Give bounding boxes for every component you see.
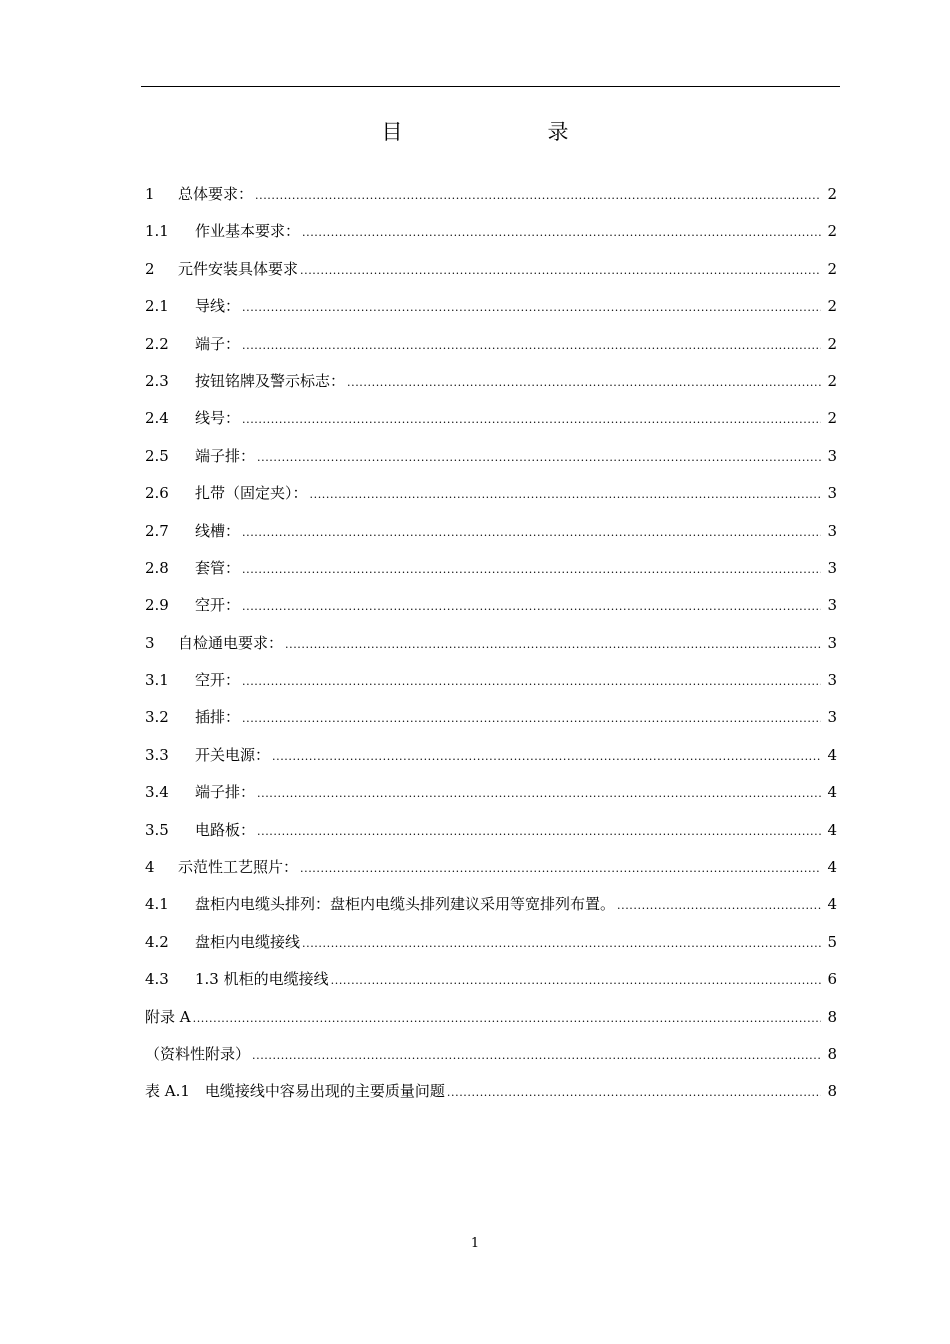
toc-entry-title: 导线： xyxy=(195,297,241,316)
toc-entry-page: 3 xyxy=(827,708,837,727)
toc-entry-page: 2 xyxy=(827,222,837,241)
toc-entry-title: 附录 A xyxy=(145,1007,191,1026)
toc-entry-title: 示范性工艺照片： xyxy=(178,858,299,877)
toc-entry-page: 3 xyxy=(827,671,837,690)
toc-dot-leader xyxy=(242,712,821,725)
page-title: 目 录 xyxy=(381,120,631,144)
toc-entry-page: 2 xyxy=(827,297,837,316)
toc-dot-leader xyxy=(300,862,821,875)
toc-entry-title: 端子： xyxy=(195,334,241,353)
toc-entry[interactable] xyxy=(145,594,837,631)
toc-entry-title: 按钮铭牌及警示标志： xyxy=(195,371,346,390)
toc-entry-number: 3.5 xyxy=(145,820,169,839)
toc-entry[interactable] xyxy=(145,557,837,594)
toc-entry-page: 4 xyxy=(827,858,837,877)
toc-entry[interactable] xyxy=(145,295,837,332)
toc-entry-title: 端子排： xyxy=(195,446,256,465)
toc-entry[interactable] xyxy=(145,1080,837,1117)
toc-entry-page: 8 xyxy=(827,1044,837,1063)
toc-entry-number: 3.1 xyxy=(145,671,169,690)
toc-entry[interactable] xyxy=(145,706,837,743)
toc-dot-leader xyxy=(310,488,821,501)
page-number: 1 xyxy=(470,1236,480,1251)
toc-dot-leader xyxy=(257,787,821,800)
toc-entry-title: 总体要求： xyxy=(178,185,254,203)
toc-entry[interactable] xyxy=(145,333,837,370)
toc-entry-number: 2.9 xyxy=(145,596,169,615)
toc-dot-leader xyxy=(617,899,821,912)
toc-entry-title: 扎带（固定夹）： xyxy=(195,484,308,503)
toc-entry-page: 2 xyxy=(827,259,837,278)
toc-entry-title: 线槽： xyxy=(195,521,241,540)
toc-entry-page: 3 xyxy=(827,596,837,615)
toc-entry-number: 2.5 xyxy=(145,446,169,465)
toc-entry-page: 3 xyxy=(827,521,837,540)
toc-entry[interactable] xyxy=(145,183,837,220)
toc-entry-page: 2 xyxy=(827,185,837,203)
toc-entry-number: 2.1 xyxy=(145,297,169,316)
toc-entry-page: 2 xyxy=(827,334,837,353)
toc-entry[interactable] xyxy=(145,931,837,968)
toc-entry[interactable] xyxy=(145,220,837,257)
toc-entry-title: 表 A.1 电缆接线中容易出现的主要质量问题 xyxy=(145,1082,445,1101)
table-of-contents xyxy=(145,183,837,1118)
toc-entry-title: 空开： xyxy=(195,671,241,690)
toc-entry[interactable] xyxy=(145,893,837,930)
toc-dot-leader xyxy=(242,600,821,613)
toc-entry-title: 盘柜内电缆接线 xyxy=(195,932,301,951)
toc-entry-page: 4 xyxy=(827,783,837,802)
toc-dot-leader xyxy=(193,1012,821,1025)
toc-entry-number: 4.2 xyxy=(145,932,169,951)
toc-entry-page: 5 xyxy=(827,932,837,951)
toc-entry[interactable] xyxy=(145,632,837,669)
toc-entry-title: （资料性附录） xyxy=(145,1044,251,1063)
toc-dot-leader xyxy=(255,189,821,202)
toc-entry-number: 4.1 xyxy=(145,895,169,914)
toc-entry-page: 4 xyxy=(827,820,837,839)
toc-entry-page: 6 xyxy=(827,970,837,989)
toc-dot-leader xyxy=(302,937,821,950)
toc-entry-page: 3 xyxy=(827,446,837,465)
header-rule xyxy=(141,86,840,87)
toc-entry-number: 2.8 xyxy=(145,558,169,577)
toc-entry-page: 8 xyxy=(827,1007,837,1026)
toc-dot-leader xyxy=(285,638,821,651)
toc-entry-page: 2 xyxy=(827,409,837,428)
toc-entry-page: 2 xyxy=(827,371,837,390)
toc-entry-number: 2 xyxy=(145,259,155,278)
toc-dot-leader xyxy=(272,750,821,763)
toc-dot-leader xyxy=(242,563,821,576)
toc-dot-leader xyxy=(242,301,821,314)
toc-entry-number: 2.4 xyxy=(145,409,169,428)
toc-dot-leader xyxy=(300,264,821,277)
toc-entry[interactable] xyxy=(145,370,837,407)
toc-entry-number: 3.3 xyxy=(145,745,169,764)
toc-dot-leader xyxy=(252,1049,821,1062)
toc-entry-title: 自检通电要求： xyxy=(178,633,284,652)
toc-entry-title: 空开： xyxy=(195,596,241,615)
toc-entry[interactable] xyxy=(145,520,837,557)
toc-dot-leader xyxy=(242,526,821,539)
toc-entry[interactable] xyxy=(145,1006,837,1043)
toc-entry-page: 8 xyxy=(827,1082,837,1101)
toc-dot-leader xyxy=(347,376,821,389)
toc-entry-title: 元件安装具体要求 xyxy=(178,259,299,278)
toc-entry-number: 1.1 xyxy=(145,222,169,241)
toc-entry-page: 4 xyxy=(827,895,837,914)
toc-entry-number: 1 xyxy=(145,185,155,203)
toc-entry-number: 2.3 xyxy=(145,371,169,390)
toc-entry[interactable] xyxy=(145,669,837,706)
toc-entry-number: 3 xyxy=(145,633,155,652)
toc-dot-leader xyxy=(242,339,821,352)
toc-entry-title: 插排： xyxy=(195,708,241,727)
toc-entry-title: 线号： xyxy=(195,409,241,428)
toc-entry-page: 3 xyxy=(827,633,837,652)
toc-dot-leader xyxy=(257,451,821,464)
toc-dot-leader xyxy=(302,226,821,239)
toc-entry-title: 作业基本要求： xyxy=(195,222,301,241)
toc-dot-leader xyxy=(242,675,821,688)
toc-entry-title: 端子排： xyxy=(195,783,256,802)
toc-entry-title: 开关电源： xyxy=(195,745,271,764)
toc-entry-title: 套管： xyxy=(195,558,241,577)
toc-entry[interactable] xyxy=(145,781,837,818)
toc-entry[interactable] xyxy=(145,258,837,295)
toc-entry-page: 3 xyxy=(827,484,837,503)
toc-entry-title: 1.3 机柜的电缆接线 xyxy=(195,970,329,989)
toc-entry-number: 2.6 xyxy=(145,484,169,503)
toc-entry-number: 2.2 xyxy=(145,334,169,353)
toc-entry[interactable] xyxy=(145,819,837,856)
toc-entry-title: 电路板： xyxy=(195,820,256,839)
toc-entry[interactable] xyxy=(145,856,837,893)
toc-entry[interactable] xyxy=(145,1043,837,1080)
toc-entry-page: 4 xyxy=(827,745,837,764)
toc-entry-title: 盘柜内电缆头排列：盘柜内电缆头排列建议采用等宽排列布置。 xyxy=(195,895,616,914)
toc-entry-number: 3.2 xyxy=(145,708,169,727)
toc-dot-leader xyxy=(257,825,821,838)
toc-entry[interactable] xyxy=(145,482,837,519)
toc-dot-leader xyxy=(447,1086,821,1099)
toc-dot-leader xyxy=(331,974,821,987)
toc-entry-number: 2.7 xyxy=(145,521,169,540)
toc-entry-number: 4 xyxy=(145,858,155,877)
toc-entry[interactable] xyxy=(145,445,837,482)
toc-entry-number: 4.3 xyxy=(145,970,169,989)
toc-entry[interactable] xyxy=(145,407,837,444)
toc-entry[interactable] xyxy=(145,968,837,1005)
toc-entry-number: 3.4 xyxy=(145,783,169,802)
toc-dot-leader xyxy=(242,413,821,426)
toc-entry-page: 3 xyxy=(827,558,837,577)
toc-entry[interactable] xyxy=(145,744,837,781)
